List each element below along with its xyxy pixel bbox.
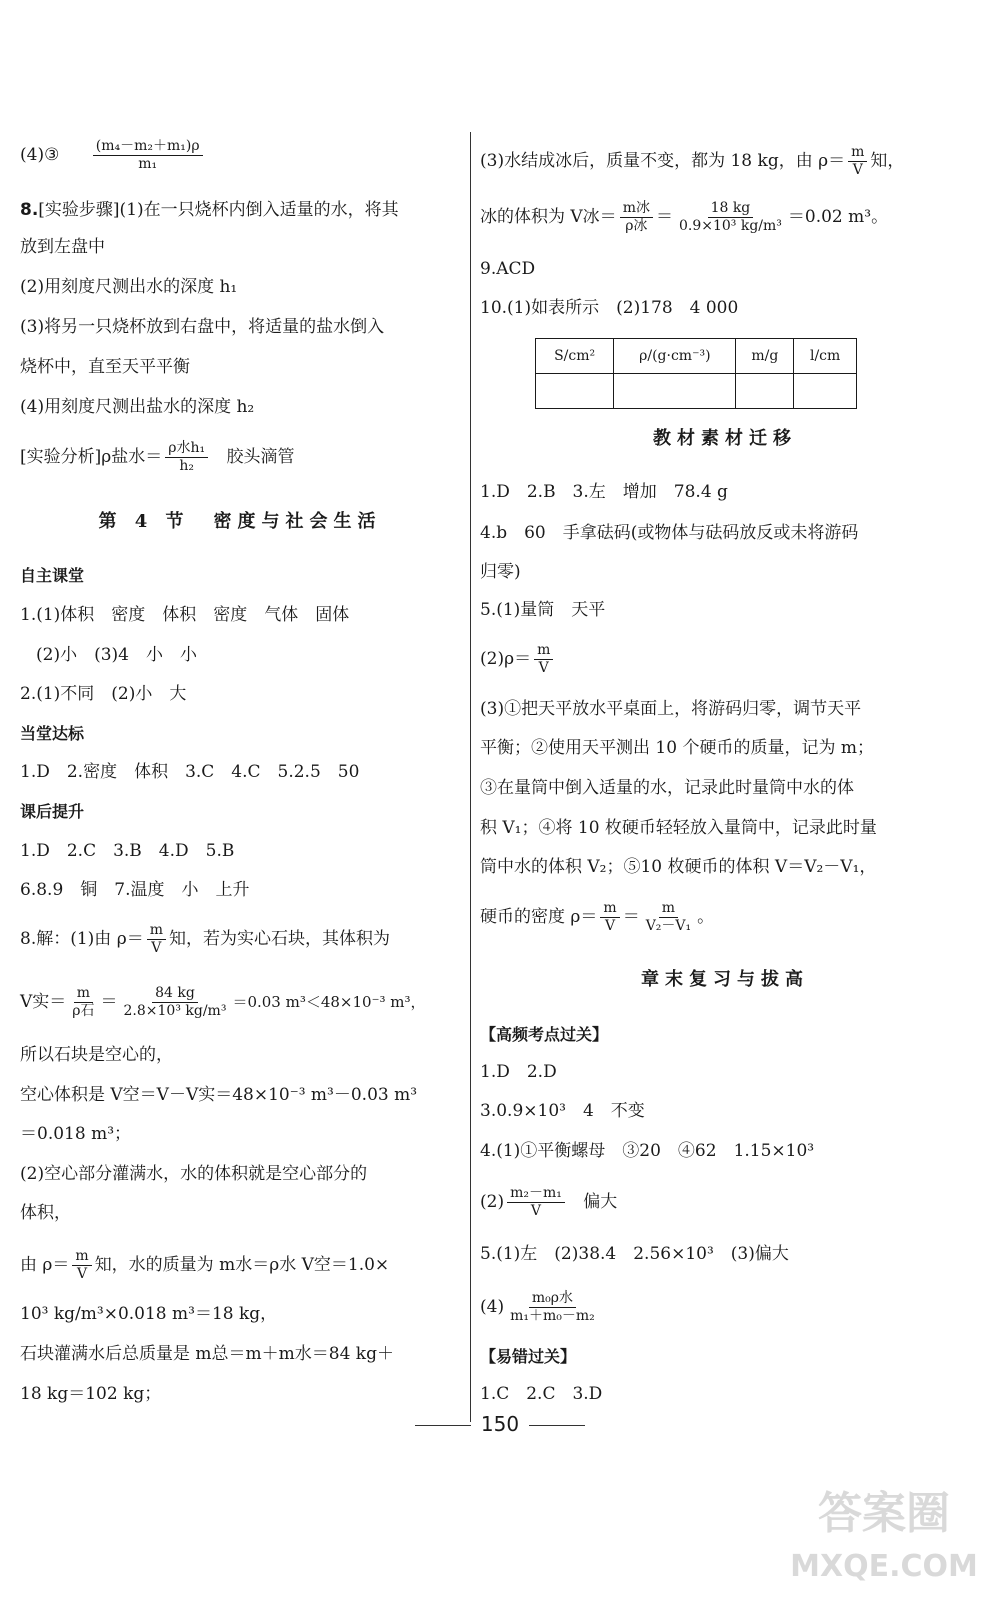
numerator: m	[848, 144, 867, 162]
text: 由 ρ＝	[20, 1255, 70, 1275]
numerator: m₀ρ水	[529, 1290, 576, 1308]
fraction	[848, 144, 867, 179]
answer-line: 6.8.9 铜 7.温度 小 上升	[20, 880, 250, 900]
table-header-cell: S/cm²	[536, 339, 614, 374]
text: 冰的体积为 V冰＝	[480, 207, 617, 227]
numerator: m	[72, 1248, 91, 1266]
table-cell	[736, 374, 794, 409]
numerator: m	[74, 985, 93, 1003]
text: ＝0.02 m³。	[787, 207, 889, 227]
denominator: h₂	[179, 458, 195, 474]
answer-line: 平衡；②使用天平测出 10 个硬币的质量，记为 m；	[480, 738, 874, 758]
answer-line: (2)空心部分灌满水，水的体积就是空心部分的	[20, 1164, 368, 1184]
answer-line: 1.C 2.C 3.D	[480, 1384, 603, 1404]
fraction	[147, 922, 166, 957]
text: (2)	[480, 1192, 505, 1212]
page-number-text: 150	[480, 1412, 520, 1436]
answer-line: (3)①把天平放水平桌面上，将游码归零，调节天平	[480, 699, 862, 719]
numerator: (m₄－m₂＋m₁)ρ	[93, 138, 203, 156]
answer-line: 1.D 2.C 3.B 4.D 5.B	[20, 841, 235, 861]
text: 8.解：(1)由 ρ＝	[20, 929, 144, 949]
numerator: m₂－m₁	[507, 1185, 565, 1203]
answer-8-line5: 烧杯中，直至天平平衡	[20, 357, 190, 377]
numerator: 84 kg	[152, 985, 198, 1003]
page-number-rule	[415, 1425, 471, 1426]
fraction	[69, 985, 97, 1020]
text: 知，	[870, 151, 905, 171]
answer-8-line1	[20, 198, 399, 222]
watermark-text: MXQE.COM	[790, 1549, 978, 1584]
column-divider	[470, 132, 471, 1422]
numerator: m	[147, 922, 166, 940]
watermark-text: 答案圈	[818, 1488, 950, 1539]
answer-line: ③在量筒中倒入适量的水，记录此时量筒中水的体	[480, 778, 854, 798]
denominator: m₁	[138, 156, 158, 172]
text: 偏大	[583, 1192, 618, 1212]
fraction	[121, 985, 230, 1020]
table-header-cell: l/cm	[794, 339, 857, 374]
text: [实验步骤](1)在一只烧杯内倒入适量的水，将其	[38, 200, 399, 220]
denominator: 0.9×10³ kg/m³	[678, 218, 782, 234]
answer-line	[480, 200, 888, 235]
fraction	[534, 642, 553, 677]
text: (4)	[480, 1297, 505, 1317]
page-number-rule	[529, 1425, 585, 1426]
watermark-logo	[782, 1478, 987, 1588]
section-title: 第 4 节 密度与社会生活	[98, 511, 382, 532]
numerator: m	[600, 900, 619, 918]
answer-line: 9.ACD	[480, 259, 536, 279]
answer-line	[20, 922, 390, 957]
page-number	[380, 1412, 620, 1436]
answer-line	[480, 144, 904, 179]
fraction	[165, 440, 208, 475]
answer-line: 体积，	[20, 1203, 71, 1223]
answer-line	[480, 642, 556, 677]
answer-line: 2.(1)不同 (2)小 大	[20, 684, 187, 704]
text: ＝	[655, 207, 673, 227]
table-row	[536, 374, 857, 409]
answer-line: 1.D 2.B 3.左 增加 78.4 g	[480, 482, 728, 502]
numerator: 18 kg	[708, 200, 754, 218]
text: 知，水的质量为 m水＝ρ水 V空＝1.0×	[94, 1255, 390, 1275]
answer-line: 18 kg＝102 kg；	[20, 1384, 162, 1404]
subsection-heading: 【高频考点过关】	[480, 1025, 609, 1044]
answer-line	[20, 985, 426, 1020]
denominator: m₁＋m₀－m₂	[510, 1308, 595, 1324]
text: ＝	[100, 992, 118, 1012]
subsection-heading: 【易错过关】	[480, 1347, 577, 1366]
text: (3)水结成冰后，质量不变，都为 18 kg，由 ρ＝	[480, 151, 846, 171]
answer-line: 1.D 2.密度 体积 3.C 4.C 5.2.5 50	[20, 762, 360, 782]
text: 。	[697, 907, 715, 927]
text: ＝	[622, 907, 640, 927]
numerator: ρ水h₁	[165, 440, 208, 458]
text: 硬币的密度 ρ＝	[480, 907, 598, 927]
answer-8-line6: (4)用刻度尺测出盐水的深度 h₂	[20, 397, 255, 417]
table-cell	[536, 374, 614, 409]
fraction	[676, 200, 785, 235]
answer-line	[480, 1290, 601, 1325]
text: ＝0.03 m³＜48×10⁻³ m³，	[232, 993, 426, 1011]
fraction	[93, 138, 203, 173]
answer-line: 筒中水的体积 V₂；⑤10 枚硬币的体积 V＝V₂－V₁，	[480, 857, 877, 877]
text: [实验分析]ρ盐水＝	[20, 447, 163, 467]
subsection-heading: 课后提升	[20, 802, 85, 821]
answer-line: 石块灌满水后总质量是 m总＝m＋m水＝84 kg＋	[20, 1344, 394, 1364]
denominator: V	[604, 918, 616, 934]
answer-table	[535, 338, 857, 409]
answer-line	[480, 1185, 617, 1220]
answer-line: 10³ kg/m³×0.018 m³＝18 kg，	[20, 1304, 278, 1324]
subsection-heading: 自主课堂	[20, 566, 85, 585]
label: (4)③	[20, 145, 60, 165]
denominator: 2.8×10³ kg/m³	[123, 1003, 227, 1019]
answer-line	[20, 1248, 389, 1283]
answer-line: 归零)	[480, 562, 521, 582]
answer-line: 5.(1)量筒 天平	[480, 600, 606, 620]
denominator: V	[151, 940, 162, 956]
table-header-row	[536, 339, 857, 374]
fraction	[600, 900, 619, 935]
table-cell	[614, 374, 736, 409]
answer-8-analysis	[20, 440, 295, 475]
fraction	[643, 900, 694, 935]
denominator: V	[76, 1266, 88, 1282]
denominator: ρ冰	[625, 218, 648, 234]
answer-line: 所以石块是空心的，	[20, 1045, 173, 1065]
fraction	[507, 1185, 565, 1220]
section-title: 章末复习与拔高	[641, 969, 809, 990]
text: (2)ρ＝	[480, 649, 532, 669]
answer-line: 4.b 60 手拿砝码(或物体与砝码放反或未将游码	[480, 523, 859, 543]
numerator: m	[534, 642, 553, 660]
numerator: m冰	[620, 200, 653, 218]
text: 知，若为实心石块，其体积为	[168, 929, 390, 949]
denominator: V	[538, 660, 549, 676]
denominator: V	[852, 162, 863, 178]
answer-line: 3.0.9×10³ 4 不变	[480, 1101, 645, 1121]
answer-7-4	[20, 138, 206, 173]
answer-line: 4.(1)①平衡螺母 ③20 ④62 1.15×10³	[480, 1141, 815, 1161]
denominator: ρ石	[72, 1003, 95, 1019]
answer-line: 10.(1)如表所示 (2)178 4 000	[480, 298, 739, 318]
answer-line	[480, 900, 714, 935]
table-cell	[794, 374, 857, 409]
text: V实＝	[20, 992, 67, 1012]
fraction	[507, 1290, 598, 1325]
answer-8-line3: (2)用刻度尺测出水的深度 h₁	[20, 277, 238, 297]
denominator: V	[530, 1203, 542, 1219]
question-number: 8.	[20, 200, 39, 220]
section-title: 教材素材迁移	[653, 428, 797, 449]
fraction	[620, 200, 653, 235]
answer-line: 1.D 2.D	[480, 1062, 557, 1082]
table-header-cell: m/g	[736, 339, 794, 374]
answer-line: 5.(1)左 (2)38.4 2.56×10³ (3)偏大	[480, 1244, 789, 1264]
answer-8-line4: (3)将另一只烧杯放到右盘中，将适量的盐水倒入	[20, 317, 385, 337]
answer-line: 空心体积是 V空＝V－V实＝48×10⁻³ m³－0.03 m³	[20, 1085, 418, 1105]
answer-8-line2: 放到左盘中	[20, 237, 105, 257]
numerator: m	[659, 900, 678, 918]
answer-line: ＝0.018 m³；	[20, 1124, 132, 1144]
fraction	[72, 1248, 91, 1283]
denominator: V₂－V₁	[645, 918, 692, 934]
answer-line: (2)小 (3)4 小 小	[36, 645, 197, 665]
text: 胶头滴管	[226, 447, 295, 467]
subsection-heading: 当堂达标	[20, 724, 85, 743]
answer-line: 1.(1)体积 密度 体积 密度 气体 固体	[20, 605, 350, 625]
table-header-cell: ρ/(g·cm⁻³)	[614, 339, 736, 374]
answer-line: 积 V₁；④将 10 枚硬币轻轻放入量筒中，记录此时量	[480, 818, 877, 838]
